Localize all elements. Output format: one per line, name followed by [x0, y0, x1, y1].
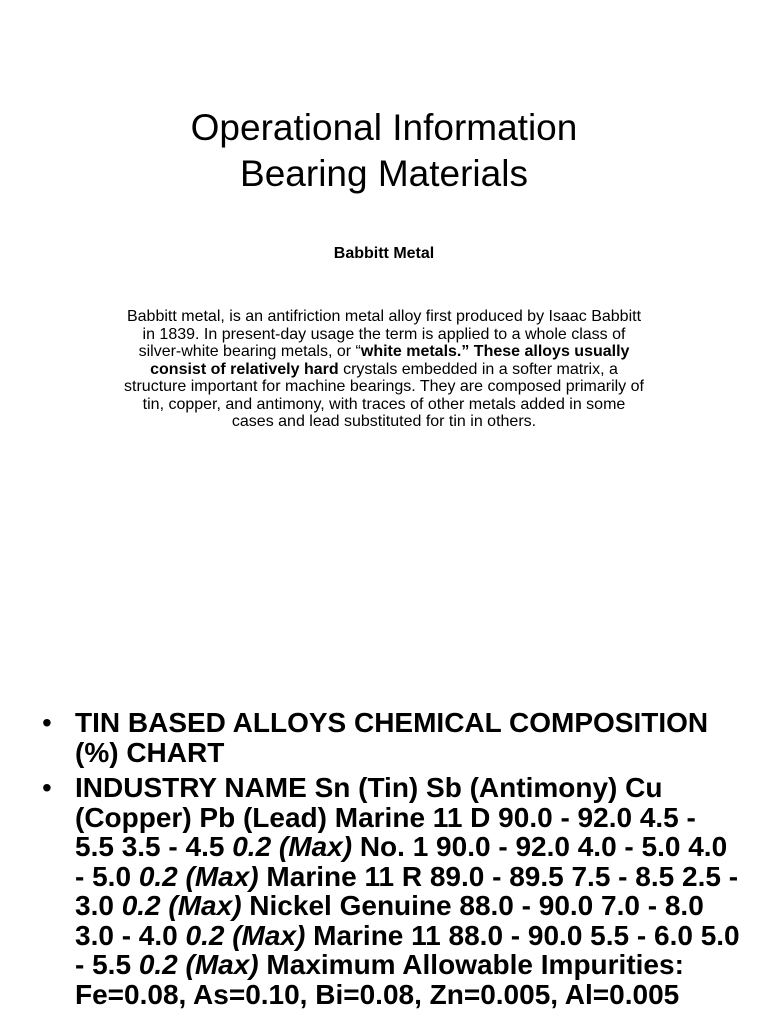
bullet-list	[40, 708, 740, 1015]
paragraph-text-2: crystals embedded in a softer matrix, a structure important for machine bearings. They are composed primarily of tin, copper, and antimony, with traces of other metals added in some cases and lead substituted for tin in others.	[124, 360, 644, 430]
bullet-text-italic: 0.2 (Max)	[138, 949, 259, 980]
bullet-text: TIN BASED ALLOYS CHEMICAL COMPOSITION (%) CHART	[75, 707, 709, 768]
bullet-text-italic: 0.2 (Max)	[121, 890, 242, 921]
bullet-text-italic: 0.2 (Max)	[138, 860, 259, 892]
bullet-text-segment: Nickel Genuine 88.0 - 90.0 7.0 - 8.0 3.0 - 4.0	[75, 890, 704, 951]
bullet-icon: •	[42, 707, 52, 738]
bullet-text-italic: 0.2 (Max)	[185, 919, 306, 951]
paragraph-emphasis: white metals.” These alloys usually consist of relatively hard	[150, 343, 630, 378]
title-line-1: Operational Information	[190, 106, 578, 148]
bullet-icon: •	[42, 772, 52, 803]
title-line-2: Bearing Materials	[240, 152, 528, 194]
slide-title	[0, 105, 768, 197]
section-heading: Babbitt Metal	[333, 245, 435, 262]
bullet-text-italic: 0.2 (Max)	[232, 831, 353, 862]
bullet-text-segment: Maximum Allowable Impurities: Fe=0.08, As=0.10, Bi=0.08, Zn=0.005, Al=0.005	[75, 949, 684, 1010]
paragraph-text-1: Babbitt metal, is an antifriction metal alloy first produced by Isaac Babbitt in 1839. In present-day usage the term is applied to a whole class of silver-white bearing metals, or “	[126, 308, 642, 360]
body-paragraph	[120, 308, 648, 431]
bullet-text-segment: Marine 11 R 89.0 - 89.5 7.5 - 8.5 2.5 - 3.0	[75, 860, 739, 921]
bullet-item-composition-data	[40, 773, 740, 1009]
bullet-text-segment: No. 1 90.0 - 92.0 4.0 - 5.0 4.0 - 5.0	[75, 831, 728, 892]
bullet-item-chart-title	[40, 708, 740, 767]
bullet-text-segment: INDUSTRY NAME Sn (Tin) Sb (Antimony) Cu (Copper) Pb (Lead) Marine 11 D 90.0 - 92.0 4.5 - 5.5 3.5 - 4.5	[75, 772, 696, 862]
bullet-text-segment: Marine 11 88.0 - 90.0 5.5 - 6.0 5.0 - 5.5	[75, 919, 740, 980]
